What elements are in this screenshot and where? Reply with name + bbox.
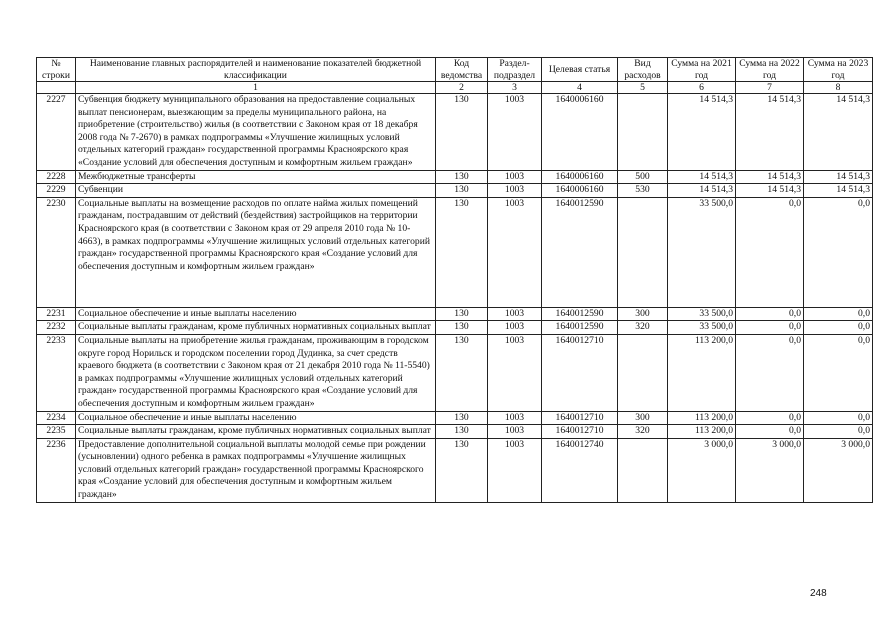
column-number: 2: [436, 82, 488, 94]
row-department-code: 130: [436, 334, 488, 411]
row-number: 2228: [37, 170, 76, 184]
row-sum-2021: 33 500,0: [668, 321, 736, 335]
row-name: Субвенция бюджету муниципального образования на предоставление социальных выплат пенсионерам, выезжающим за пределы муниципального района, на приобретение (строительство) жилья (в соответствии с Законом края от 18 декабря 2008 года № 7-2670) в рамках подпрограммы «Улучшение жилищных условий отдельных категорий граждан» государственной программы Красноярского края «Создание условий для обеспечения доступным и комфортным жильем граждан»: [76, 94, 436, 171]
row-name: Социальные выплаты на приобретение жилья гражданам, проживающим в городском округе город Норильск и городском поселении город Дудинка, за счет средств краевого бюджета (в соответствии с Законом края от 21 декабря 2010 года № 11-5540) в рамках подпрограммы «Улучшение жилищных условий отдельных категорий граждан» государственной программы Красноярского края «Создание условий для обеспечения доступным и комфортным жильем граждан»: [76, 334, 436, 411]
row-expense-kind: [618, 197, 668, 307]
row-sum-2023: 0,0: [804, 425, 873, 439]
row-expense-kind: 320: [618, 425, 668, 439]
row-name: Предоставление дополнительной социальной выплаты молодой семье при рождении (усыновлении) одного ребенка в рамках подпрограммы «Улучшение жилищных условий отдельных категорий граждан» государственной программы Красноярского края «Создание условий для обеспечения доступным и комфортным жильем граждан»: [76, 438, 436, 502]
row-number: 2232: [37, 321, 76, 335]
row-sum-2022: 0,0: [736, 411, 804, 425]
row-section: 1003: [488, 425, 542, 439]
table-row: [37, 438, 873, 502]
table-row: [37, 411, 873, 425]
column-number: [37, 82, 76, 94]
column-number: 8: [804, 82, 873, 94]
row-number: 2231: [37, 307, 76, 321]
row-target-article: 1640012710: [542, 425, 618, 439]
row-expense-kind: 530: [618, 184, 668, 198]
row-section: 1003: [488, 321, 542, 335]
header-department-code: Код ведомства: [436, 58, 488, 82]
column-number: 6: [668, 82, 736, 94]
row-sum-2023: 0,0: [804, 321, 873, 335]
row-department-code: 130: [436, 184, 488, 198]
row-section: 1003: [488, 94, 542, 171]
table-row: [37, 307, 873, 321]
row-sum-2021: 3 000,0: [668, 438, 736, 502]
row-section: 1003: [488, 411, 542, 425]
row-sum-2021: 14 514,3: [668, 184, 736, 198]
table-row: [37, 197, 873, 307]
column-number: 5: [618, 82, 668, 94]
header-sum-2022: Сумма на 2022 год: [736, 58, 804, 82]
row-name: Социальное обеспечение и иные выплаты населению: [76, 307, 436, 321]
row-sum-2021: 14 514,3: [668, 170, 736, 184]
row-sum-2022: 0,0: [736, 321, 804, 335]
row-number: 2234: [37, 411, 76, 425]
row-expense-kind: 300: [618, 307, 668, 321]
header-target-article: Целевая статья: [542, 58, 618, 82]
row-section: 1003: [488, 184, 542, 198]
row-number: 2236: [37, 438, 76, 502]
row-expense-kind: [618, 438, 668, 502]
table-row: [37, 184, 873, 198]
row-name: Социальные выплаты на возмещение расходов по оплате найма жилых помещений гражданам, пострадавшим от действий (бездействия) застройщиков на территории Красноярского края (в соответствии с Законом края от 29 апреля 2010 года № 10-4663), в рамках подпрограммы «Улучшение жилищных условий отдельных категорий граждан» государственной программы Красноярского края «Создание условий для обеспечения доступным и комфортным жильем граждан»: [76, 197, 436, 307]
row-section: 1003: [488, 197, 542, 307]
row-number: 2235: [37, 425, 76, 439]
column-number-row: [37, 82, 873, 94]
row-section: 1003: [488, 334, 542, 411]
budget-table-sheet: [36, 57, 870, 503]
row-expense-kind: 320: [618, 321, 668, 335]
header-row: [37, 58, 873, 82]
row-department-code: 130: [436, 321, 488, 335]
column-number: 7: [736, 82, 804, 94]
row-section: 1003: [488, 307, 542, 321]
row-name: Социальное обеспечение и иные выплаты населению: [76, 411, 436, 425]
row-sum-2022: 14 514,3: [736, 170, 804, 184]
row-sum-2023: 0,0: [804, 197, 873, 307]
row-sum-2022: 0,0: [736, 425, 804, 439]
table-row: [37, 321, 873, 335]
row-expense-kind: 300: [618, 411, 668, 425]
row-sum-2021: 14 514,3: [668, 94, 736, 171]
header-name: Наименование главных распорядителей и наименование показателей бюджетной классификации: [76, 58, 436, 82]
column-number: 3: [488, 82, 542, 94]
row-sum-2022: 3 000,0: [736, 438, 804, 502]
row-name: Социальные выплаты гражданам, кроме публичных нормативных социальных выплат: [76, 321, 436, 335]
row-sum-2021: 113 200,0: [668, 334, 736, 411]
row-target-article: 1640012710: [542, 334, 618, 411]
row-department-code: 130: [436, 307, 488, 321]
row-expense-kind: [618, 334, 668, 411]
row-target-article: 1640012590: [542, 197, 618, 307]
row-sum-2023: 14 514,3: [804, 170, 873, 184]
row-target-article: 1640012710: [542, 411, 618, 425]
row-department-code: 130: [436, 197, 488, 307]
page-number: 248: [810, 588, 827, 599]
row-sum-2022: 0,0: [736, 307, 804, 321]
header-expense-kind: Вид расходов: [618, 58, 668, 82]
row-sum-2021: 113 200,0: [668, 425, 736, 439]
row-department-code: 130: [436, 438, 488, 502]
row-sum-2022: 14 514,3: [736, 184, 804, 198]
row-section: 1003: [488, 438, 542, 502]
row-sum-2023: 3 000,0: [804, 438, 873, 502]
header-sum-2021: Сумма на 2021 год: [668, 58, 736, 82]
row-sum-2021: 33 500,0: [668, 307, 736, 321]
row-sum-2022: 0,0: [736, 334, 804, 411]
row-number: 2230: [37, 197, 76, 307]
row-department-code: 130: [436, 170, 488, 184]
row-number: 2227: [37, 94, 76, 171]
row-department-code: 130: [436, 411, 488, 425]
row-expense-kind: 500: [618, 170, 668, 184]
row-department-code: 130: [436, 94, 488, 171]
row-sum-2023: 0,0: [804, 307, 873, 321]
row-target-article: 1640012740: [542, 438, 618, 502]
row-sum-2021: 33 500,0: [668, 197, 736, 307]
row-name: Социальные выплаты гражданам, кроме публичных нормативных социальных выплат: [76, 425, 436, 439]
row-sum-2021: 113 200,0: [668, 411, 736, 425]
row-target-article: 1640012590: [542, 321, 618, 335]
header-row-number: № строки: [37, 58, 76, 82]
table-row: [37, 425, 873, 439]
table-row: [37, 170, 873, 184]
row-target-article: 1640006160: [542, 184, 618, 198]
column-number: 1: [76, 82, 436, 94]
row-target-article: 1640006160: [542, 94, 618, 171]
table-row: [37, 94, 873, 171]
row-name: Межбюджетные трансферты: [76, 170, 436, 184]
column-number: 4: [542, 82, 618, 94]
row-sum-2023: 0,0: [804, 334, 873, 411]
row-target-article: 1640012590: [542, 307, 618, 321]
row-number: 2233: [37, 334, 76, 411]
row-expense-kind: [618, 94, 668, 171]
row-sum-2022: 0,0: [736, 197, 804, 307]
row-sum-2023: 14 514,3: [804, 94, 873, 171]
row-sum-2022: 14 514,3: [736, 94, 804, 171]
header-sum-2023: Сумма на 2023 год: [804, 58, 873, 82]
row-target-article: 1640006160: [542, 170, 618, 184]
row-name: Субвенции: [76, 184, 436, 198]
row-sum-2023: 0,0: [804, 411, 873, 425]
table-row: [37, 334, 873, 411]
budget-table: [36, 57, 873, 503]
row-sum-2023: 14 514,3: [804, 184, 873, 198]
row-number: 2229: [37, 184, 76, 198]
row-section: 1003: [488, 170, 542, 184]
row-department-code: 130: [436, 425, 488, 439]
header-section: Раздел-подраздел: [488, 58, 542, 82]
